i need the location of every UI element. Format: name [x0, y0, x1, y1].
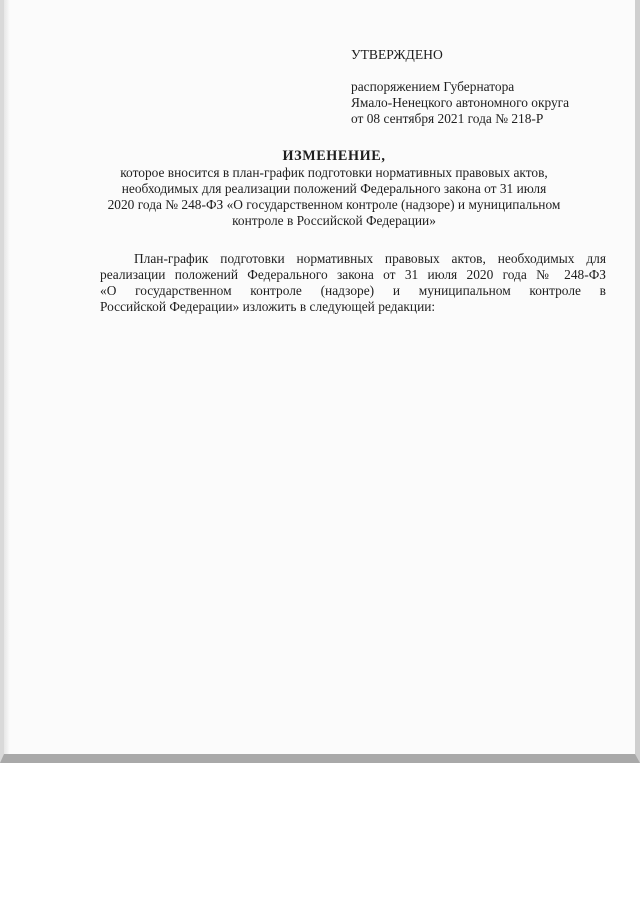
approval-heading: УТВЕРЖДЕНО	[351, 47, 443, 62]
title-line-1: которое вносится в план-график подготовки нормативных правовых актов,	[120, 165, 548, 180]
approval-stamp-block	[351, 47, 611, 127]
body-line-3: «О государственном контроле (надзоре) и муниципальном контроле в	[100, 283, 606, 298]
title-line-3: 2020 года № 248-ФЗ «О государственном контроле (надзоре) и муниципальном	[107, 197, 561, 212]
document-title: ИЗМЕНЕНИЕ,	[282, 148, 386, 164]
approval-line-date: от 08 сентября 2021 года № 218-Р	[351, 111, 544, 126]
title-line-4: контроле в Российской Федерации»	[232, 213, 436, 228]
body-line-1: План-график подготовки нормативных правовых актов, необходимых для	[134, 251, 606, 266]
body-paragraph	[100, 251, 606, 315]
approval-line-order: распоряжением Губернатора	[351, 79, 515, 94]
body-line-2: реализации положений Федерального закона от 31 июля 2020 года № 248-ФЗ	[100, 267, 606, 282]
title-line-2: необходимых для реализации положений Федерального закона от 31 июля	[121, 181, 547, 196]
document-title-block	[64, 148, 604, 229]
body-line-4: Российской Федерации» изложить в следующей редакции:	[100, 299, 436, 314]
approval-line-region: Ямало-Ненецкого автономного округа	[351, 95, 570, 110]
